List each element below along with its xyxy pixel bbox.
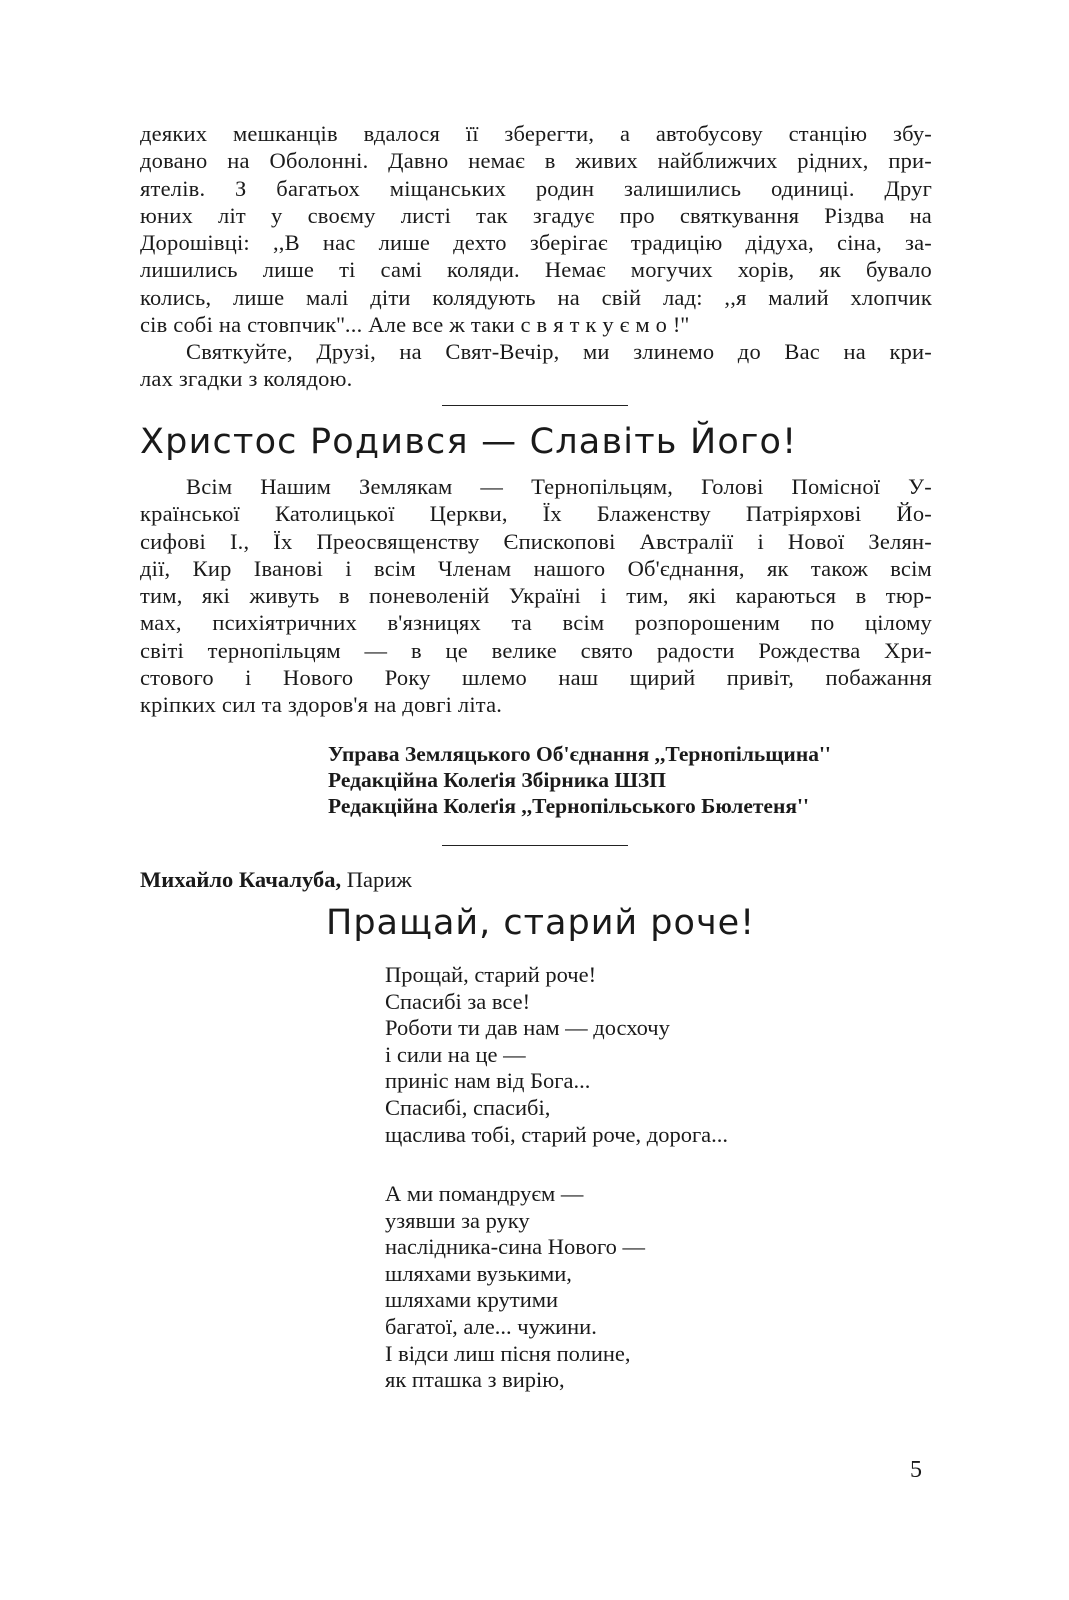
poem-title: Пращай, старий роче!	[326, 903, 756, 943]
author-line	[140, 867, 412, 893]
section-divider	[442, 405, 628, 406]
author-name: Михайло Качалуба,	[140, 867, 342, 892]
intro-paragraph	[140, 120, 932, 338]
closing-paragraph	[140, 338, 932, 393]
poem-line: шляхами крутими	[385, 1287, 559, 1313]
poem-line: щаслива тобі, старий роче, дорога...	[385, 1121, 729, 1147]
text-line: країнської Католицької Церкви, Їх Блаженству Патріярхові Йо-	[140, 501, 932, 527]
text-line: сів собі на стовпчик''... Але все ж таки с в я т к у є м о !''	[140, 312, 690, 338]
text-line: тим, які живуть в поневоленій Україні і тим, які караються в тюр-	[140, 583, 932, 609]
text-line: дії, Кир Іванові і всім Членам нашого Об'єднання, як також всім	[140, 555, 932, 581]
text-line: Всім Нашим Землякам — Тернопільцям, Голові Помісної У-	[186, 474, 932, 499]
text-line: юних літ у своєму листі так згадує про святкування Різдва на	[140, 202, 932, 228]
poem-line: Роботи ти дав нам — досхочу	[385, 1015, 670, 1041]
text-line: мах, психіятричних в'язницях та всім розпорошеним по цілому	[140, 610, 932, 636]
text-line: стового і Нового Року шлемо наш щирий привіт, побажання	[140, 665, 932, 691]
poem-line: Спасибі за все!	[385, 988, 531, 1014]
poem-line: і сили на це —	[385, 1041, 526, 1067]
text-line: Святкуйте, Друзі, на Свят-Вечір, ми злинемо до Вас на кри-	[186, 339, 932, 364]
text-line: кріпких сил та здоров'я на довгі літа.	[140, 692, 503, 718]
signature-line: Редакційна Колеґія Збірника ШЗП	[328, 768, 666, 792]
text-line: лах згадки з колядою.	[140, 366, 353, 392]
signature-line: Управа Земляцького Об'єднання ,,Тернопільщина''	[328, 742, 831, 766]
poem-line: як пташка з вирію,	[385, 1367, 565, 1393]
text-line: лишились лише ті самі коляди. Немає могучих хорів, як бувало	[140, 257, 932, 283]
poem-stanza-1	[385, 962, 728, 1148]
text-line: ятелів. З багатьох міщанських родин залишились одиниці. Друг	[140, 175, 932, 201]
poem-line: Спасибі, спасибі,	[385, 1094, 551, 1120]
poem-line: багатої, але... чужини.	[385, 1313, 597, 1339]
text-line: світі тернопільцям — в це велике свято радости Рождества Хри-	[140, 637, 932, 663]
poem-line: шляхами вузькими,	[385, 1260, 572, 1286]
poem-line: А ми помандруєм —	[385, 1181, 584, 1206]
poem-line: приніс нам від Бога...	[385, 1068, 591, 1094]
text-line: довано на Оболонні. Давно немає в живих найближчих рідних, при-	[140, 148, 932, 174]
greeting-paragraph	[140, 473, 932, 719]
author-place: Париж	[346, 867, 412, 892]
text-line: колись, лише малі діти колядують на свій лад: ,,я малий хлопчик	[140, 284, 932, 310]
text-line: деяких мешканців вдалося її зберегти, а автобусову станцію збу-	[140, 121, 932, 146]
poem-stanza-2	[385, 1181, 645, 1394]
greeting-heading: Христос Родився — Славіть Його!	[140, 422, 798, 462]
page-number: 5	[910, 1457, 922, 1483]
poem-line: Прощай, старий роче!	[385, 962, 597, 987]
poem-line: І відси лиш пісня полине,	[385, 1340, 631, 1366]
text-line: Дорошівці: ,,В нас лише дехто зберігає традицію дідуха, сіна, за-	[140, 230, 932, 256]
signature-block	[328, 741, 831, 819]
text-line: сифові І., Їх Преосвященству Єпископові Австралії і Нової Зелян-	[140, 528, 932, 554]
section-divider	[442, 845, 628, 846]
poem-line: узявши за руку	[385, 1207, 530, 1233]
signature-line: Редакційна Колеґія ,,Тернопільського Бюлетеня''	[328, 794, 809, 818]
poem-line: наслідника-сина Нового —	[385, 1234, 646, 1260]
